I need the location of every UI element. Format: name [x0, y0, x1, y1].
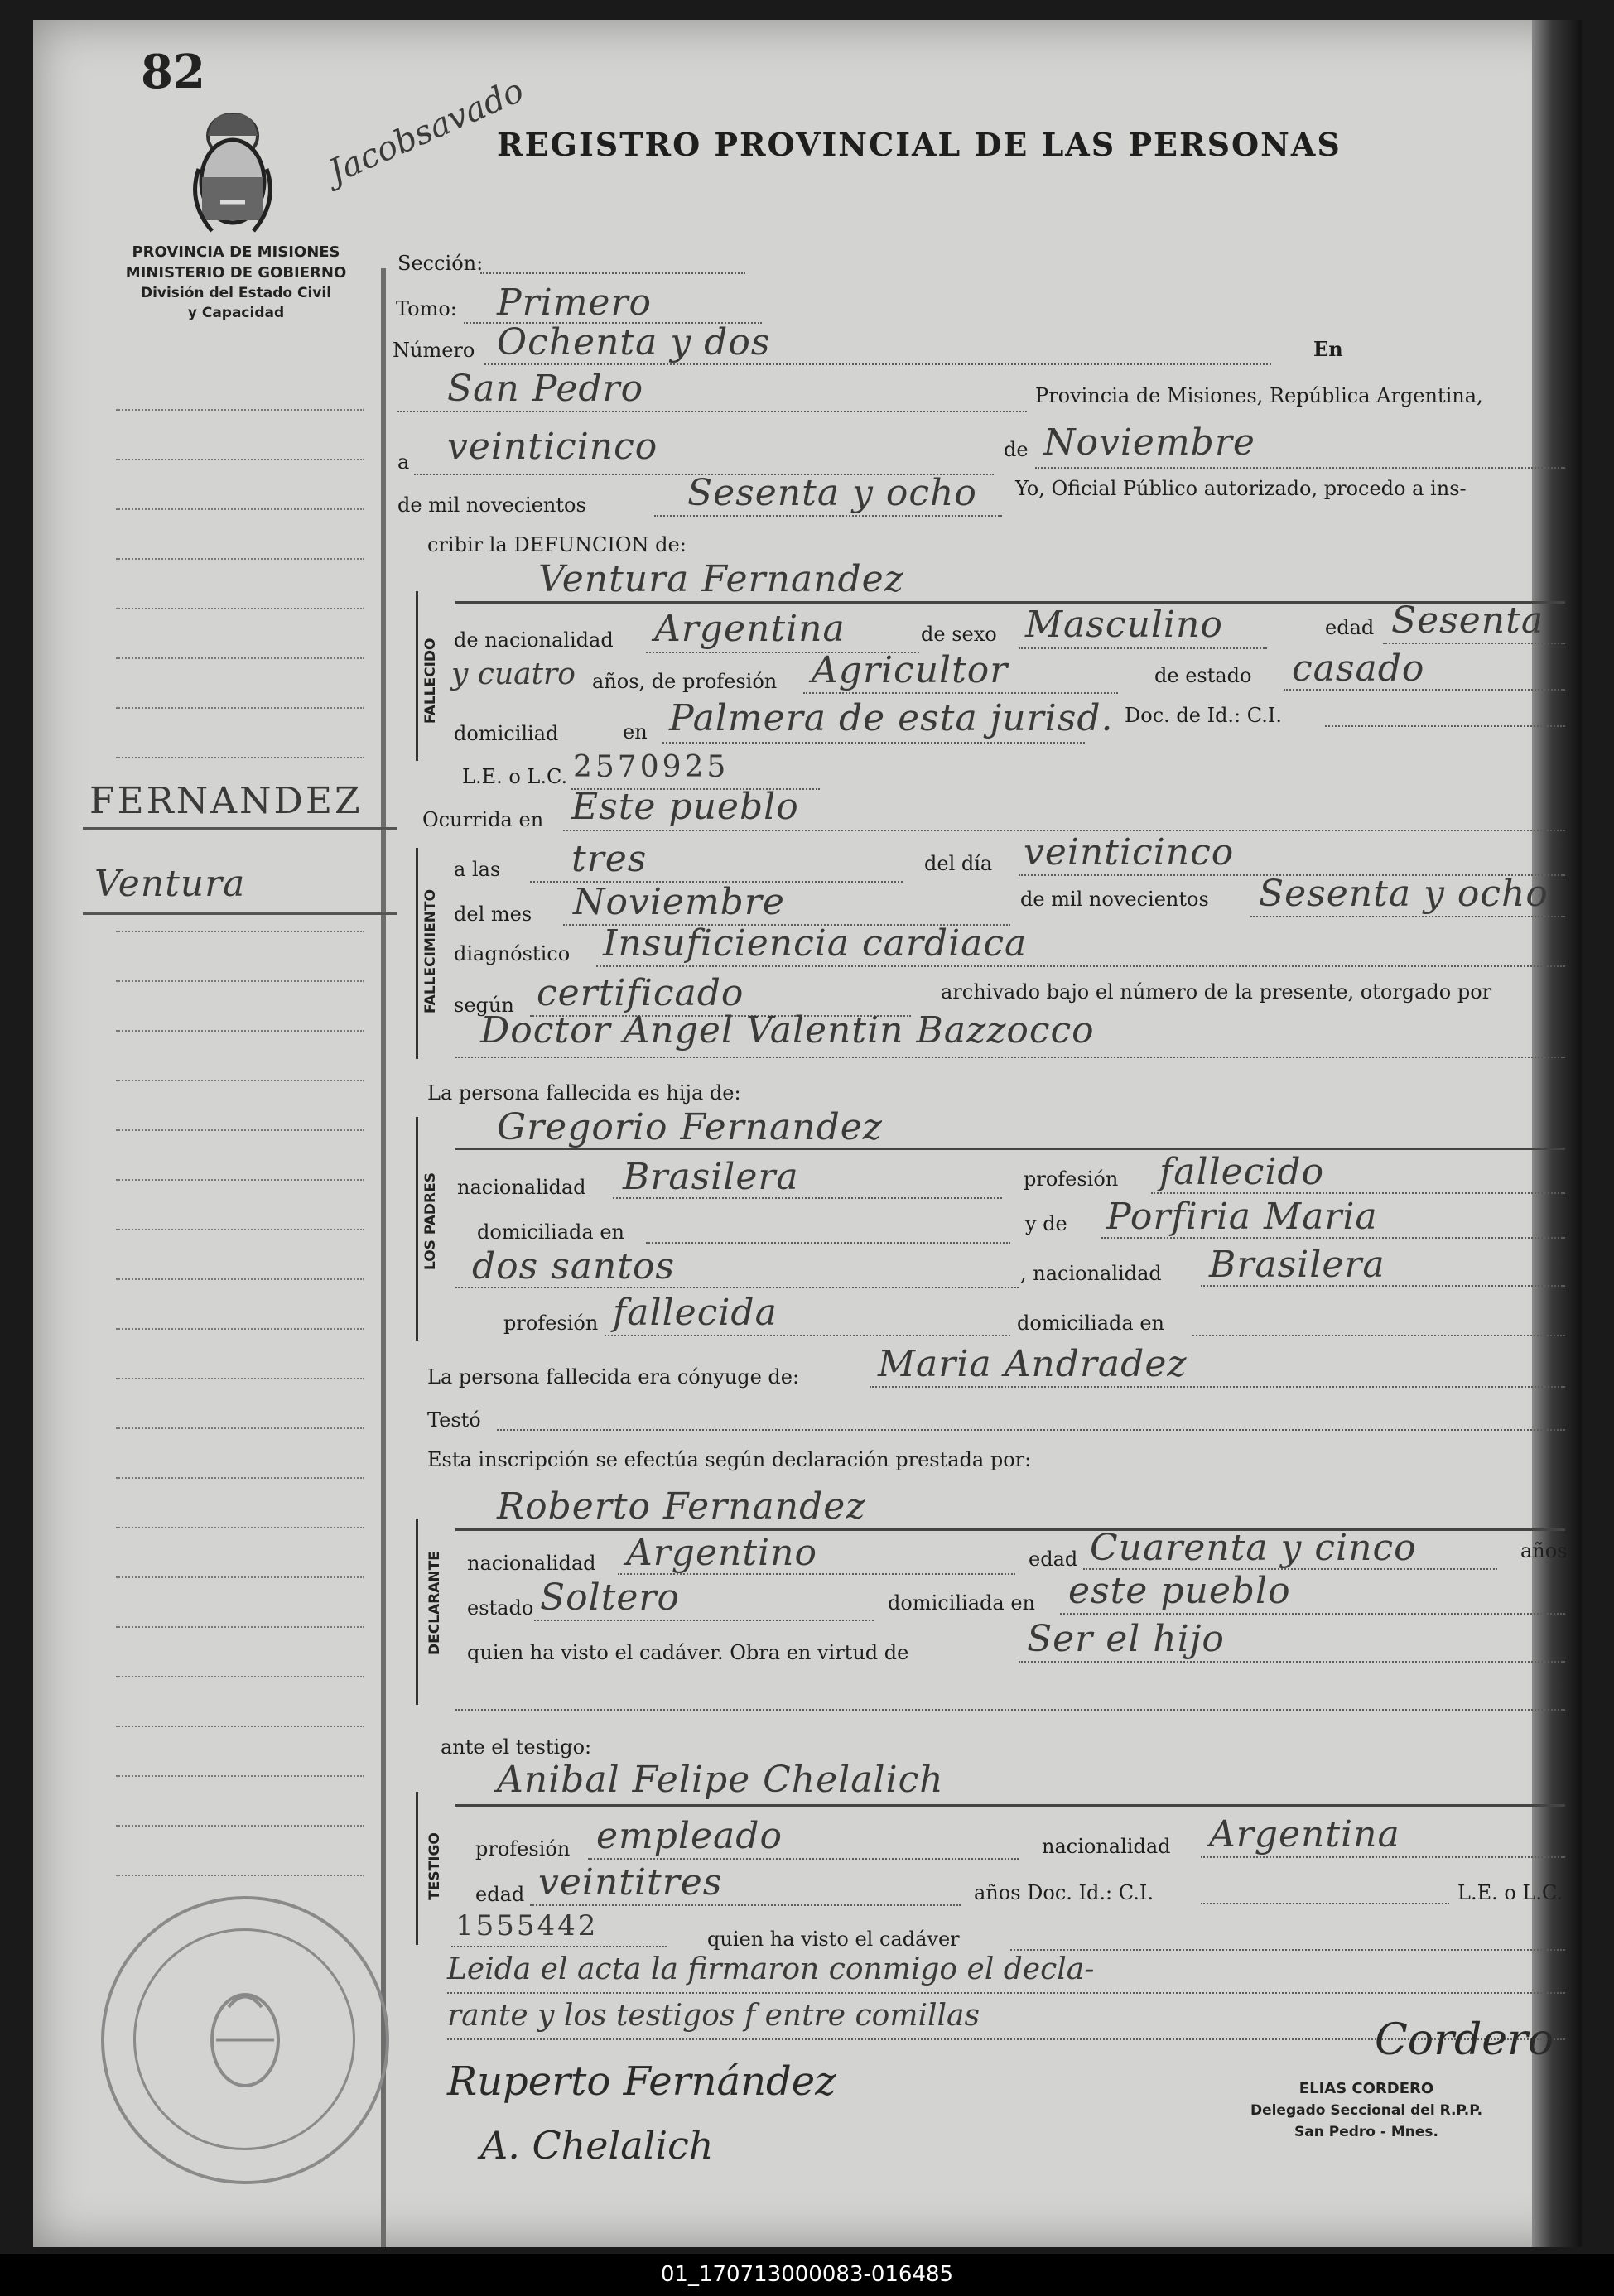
madre-domicilio: dos santos: [472, 1245, 676, 1288]
field-line: [1019, 1661, 1565, 1663]
margin-line: [116, 1775, 364, 1777]
declarante-anios-label: años: [1520, 1539, 1568, 1562]
fallecido-edad-2: y cuatro: [451, 657, 576, 691]
ocurrida-value: Este pueblo: [571, 786, 799, 828]
declarante-visto-label: quien ha visto el cadáver. Obra en virtud de: [467, 1641, 909, 1664]
anio-value-fallecimiento: Sesenta y ocho: [1259, 873, 1549, 915]
field-line: [596, 965, 1565, 967]
testigo-ante-label: ante el testigo:: [441, 1735, 592, 1759]
field-line: [455, 1287, 1019, 1288]
fallecido-nombre: Ventura Fernandez: [538, 558, 904, 600]
field-line: [455, 1057, 1565, 1058]
field-line: [455, 1148, 1565, 1150]
margin-line: [116, 1527, 364, 1528]
field-line: [1035, 467, 1565, 469]
testigo-section-label: TESTIGO: [426, 1832, 443, 1900]
document-title: REGISTRO PROVINCIAL DE LAS PERSONAS: [497, 126, 1342, 163]
field-line: [1201, 1285, 1565, 1287]
margin-line: [116, 409, 364, 411]
numero-label: Número: [393, 339, 475, 362]
fallecido-anios-label: años, de profesión: [592, 670, 778, 693]
anio-value: Sesenta y ocho: [687, 472, 977, 514]
field-line: [1284, 689, 1565, 691]
fallecido-section-label: FALLECIDO: [422, 638, 439, 724]
mes-value-fallecimiento: Noviembre: [573, 881, 785, 923]
field-line: [646, 1242, 1010, 1244]
field-line: [484, 363, 1271, 365]
padres-section-label: LOS PADRES: [422, 1172, 439, 1270]
margin-line: [116, 1726, 364, 1727]
fallecimiento-section-label: FALLECIMIENTO: [422, 888, 439, 1013]
margin-surname: FERNANDEZ: [89, 780, 363, 822]
padre-nacionalidad-label: nacionalidad: [457, 1176, 586, 1199]
margin-line: [116, 980, 364, 982]
madre-profesion: fallecida: [613, 1292, 778, 1334]
field-line: [1010, 1949, 1565, 1951]
fallecido-en-label: en: [623, 720, 648, 744]
margin-line: [116, 1278, 364, 1280]
margin-line: [116, 707, 364, 709]
stamp-location: San Pedro - Mnes.: [1294, 2124, 1438, 2140]
header-division: División del Estado Civil: [140, 285, 332, 301]
declarante-edad: Cuarenta y cinco: [1090, 1527, 1417, 1569]
fallecido-le-label: L.E. o L.C.: [462, 765, 568, 788]
fallecido-nacionalidad-label: de nacionalidad: [454, 628, 614, 652]
fallecido-edad-label: edad: [1325, 616, 1375, 639]
field-line: [618, 1573, 1015, 1575]
seccion-label: Sección:: [397, 252, 484, 275]
signature-oficial: Cordero: [1375, 2015, 1554, 2065]
field-line: [662, 742, 1085, 744]
declarante-nacionalidad: Argentino: [626, 1532, 817, 1574]
closing-text-line2: rante y los testigos f entre comillas: [447, 1999, 980, 2033]
field-line: [613, 1197, 1002, 1199]
fallecido-doc-label: Doc. de Id.: C.I.: [1125, 704, 1283, 727]
fallecido-domicilio-label: domiciliad: [454, 722, 559, 745]
field-line: [1101, 1237, 1565, 1239]
dia-value-fallecimiento: veinticinco: [1024, 831, 1235, 874]
field-line: [654, 515, 1002, 517]
margin-line: [116, 931, 364, 932]
ocurrida-label: Ocurrida en: [422, 808, 544, 831]
tomo-label: Tomo:: [396, 297, 457, 320]
padre-domicilio-label: domiciliada en: [477, 1220, 624, 1244]
declarante-domicilio-label: domiciliada en: [888, 1591, 1035, 1615]
mil-label-fallecimiento: de mil novecientos: [1020, 888, 1209, 911]
margin-rule: [381, 268, 386, 2247]
margin-line: [116, 1875, 364, 1876]
page-number: 82: [141, 45, 205, 99]
mes-value: Noviembre: [1043, 421, 1255, 464]
header-ministry: MINISTERIO DE GOBIERNO: [125, 264, 347, 282]
margin-line: [116, 1626, 364, 1628]
field-line: [588, 1858, 1019, 1860]
field-line: [451, 1946, 667, 1947]
testigo-anios-label: años Doc. Id.: C.I.: [974, 1881, 1154, 1904]
fallecido-profesion: Agricultor: [812, 649, 1009, 691]
testigo-edad-label: edad: [475, 1883, 525, 1906]
header-province: PROVINCIA DE MISIONES: [132, 243, 340, 261]
margin-line: [116, 1576, 364, 1578]
testigo-profesion: empleado: [596, 1815, 783, 1857]
margin-line: [116, 1825, 364, 1827]
testigo-profesion-label: profesión: [475, 1837, 571, 1860]
declarante-nacionalidad-label: nacionalidad: [467, 1552, 596, 1575]
madre-profesion-label: profesión: [503, 1312, 599, 1335]
dia-label: del día: [924, 852, 993, 875]
diagonal-annotation: Jacobsavado: [323, 71, 530, 192]
field-line: [497, 1429, 1565, 1431]
margin-line: [116, 657, 364, 659]
field-line: [1060, 1613, 1565, 1615]
margin-line: [116, 757, 364, 758]
testo-label: Testó: [427, 1408, 481, 1432]
fallecido-nacionalidad: Argentina: [654, 608, 846, 650]
tomo-value: Primero: [497, 282, 652, 324]
madre-domicilio2-label: domiciliada en: [1017, 1312, 1164, 1335]
dia-value: veinticinco: [447, 426, 658, 468]
field-line: [455, 1804, 1565, 1807]
seal-emblem-icon: [200, 1982, 291, 2098]
diagnostico-label: diagnóstico: [454, 942, 571, 965]
field-line: [534, 1620, 874, 1621]
place-value: San Pedro: [447, 368, 644, 410]
padre-profesion: fallecido: [1159, 1151, 1325, 1193]
field-line: [870, 1386, 1565, 1388]
closing-text-line1: Leida el acta la firmaron conmigo el decla-: [447, 1952, 1095, 1986]
testigo-le-value: 1555442: [455, 1909, 599, 1942]
margin-line: [116, 1080, 364, 1081]
field-line: [1201, 1856, 1565, 1858]
inscribir-label: cribir la DEFUNCION de:: [427, 533, 687, 556]
fallecido-estado: casado: [1292, 647, 1425, 690]
coat-of-arms-icon: [187, 103, 278, 243]
testigo-le-label: L.E. o L.C.: [1457, 1881, 1563, 1904]
oficial-label: Yo, Oficial Público autorizado, procedo a ins-: [1015, 477, 1467, 500]
field-line: [455, 1709, 1565, 1711]
field-line: [803, 692, 1118, 694]
field-line: [1250, 916, 1565, 917]
margin-line: [116, 558, 364, 560]
declarante-estado-label: estado: [467, 1596, 534, 1620]
field-line: [1019, 647, 1267, 649]
fallecido-edad-1: Sesenta: [1391, 599, 1544, 642]
official-stamp: [1234, 2078, 1499, 2143]
field-line: [1192, 1335, 1565, 1336]
margin-name-rule: [83, 912, 397, 915]
padre-nacionalidad: Brasilera: [623, 1156, 799, 1198]
issuer-header: [83, 242, 389, 323]
image-caption: 01_170713000083-016485: [0, 2254, 1614, 2296]
margin-given-name: Ventura: [94, 863, 246, 905]
madre-nacionalidad: Brasilera: [1209, 1244, 1385, 1286]
diagnostico-value: Insuficiencia cardiaca: [603, 922, 1028, 965]
archivado-label: archivado bajo el número de la presente, otorgado por: [941, 980, 1492, 1004]
madre-nacionalidad-label: , nacionalidad: [1020, 1262, 1162, 1285]
declarante-intro-label: Esta inscripción se efectúa según declaración prestada por:: [427, 1448, 1032, 1471]
fallecido-sexo-label: de sexo: [921, 623, 997, 646]
margin-line: [116, 1030, 364, 1032]
provincia-label: Provincia de Misiones, República Argentina,: [1035, 384, 1483, 407]
declarante-edad-label: edad: [1029, 1548, 1078, 1571]
margin-line: [116, 508, 364, 510]
fallecido-domicilio: Palmera de esta jurisd.: [669, 697, 1114, 739]
stamp-title: Delegado Seccional del R.P.P.: [1250, 2102, 1483, 2119]
yde-label: y de: [1025, 1212, 1067, 1235]
field-line: [480, 272, 745, 274]
fallecido-sexo: Masculino: [1025, 604, 1223, 646]
conyuge-label: La persona fallecida era cónyuge de:: [427, 1365, 800, 1389]
signature-declarante: Ruperto Fernández: [447, 2058, 836, 2105]
declarante-domicilio: este pueblo: [1068, 1570, 1291, 1612]
field-line: [447, 1992, 1565, 1994]
testigo-nombre: Anibal Felipe Chelalich: [497, 1759, 944, 1801]
conyuge-value: Maria Andradez: [878, 1343, 1188, 1385]
field-line: [605, 1335, 1010, 1336]
margin-name-rule: [83, 827, 397, 830]
declarante-nombre: Roberto Fernandez: [497, 1485, 866, 1528]
margin-line: [116, 459, 364, 460]
margin-line: [116, 608, 364, 609]
padre-profesion-label: profesión: [1024, 1167, 1119, 1191]
field-line: [1383, 643, 1565, 644]
hija-label: La persona fallecida es hija de:: [427, 1081, 741, 1105]
register-sheet: [33, 20, 1582, 2247]
stamp-name: ELIAS CORDERO: [1298, 2080, 1434, 2097]
testigo-nacionalidad-label: nacionalidad: [1042, 1835, 1171, 1858]
mes-label: del mes: [454, 903, 532, 926]
book-binding: [1532, 20, 1582, 2247]
margin-line: [116, 1328, 364, 1330]
margin-line: [116, 1179, 364, 1181]
testigo-nacionalidad: Argentina: [1209, 1813, 1400, 1856]
alas-label: a las: [454, 858, 501, 881]
margin-line: [116, 1676, 364, 1677]
a-label: a: [397, 450, 410, 474]
margin-line: [116, 1427, 364, 1429]
civil-registry-seal: [101, 1896, 389, 2184]
field-line: [530, 1904, 961, 1906]
signature-testigo: A. Chelalich: [480, 2123, 714, 2168]
margin-line: [116, 1129, 364, 1131]
declarante-section-label: DECLARANTE: [426, 1551, 443, 1655]
fallecido-le-value: 2570925: [573, 750, 730, 784]
field-line: [397, 411, 1027, 412]
segun-label: según: [454, 994, 514, 1017]
hora-value: tres: [571, 838, 648, 880]
medico-value: Doctor Angel Valentin Bazzocco: [480, 1009, 1095, 1052]
de-label: de: [1004, 438, 1029, 461]
margin-line: [116, 1378, 364, 1379]
testigo-visto-label: quien ha visto el cadáver: [707, 1928, 960, 1951]
padre-nombre: Gregorio Fernandez: [497, 1106, 883, 1148]
declarante-estado: Soltero: [540, 1576, 680, 1619]
margin-line: [116, 1477, 364, 1479]
field-line: [1151, 1192, 1565, 1194]
mil-label: de mil novecientos: [397, 493, 586, 517]
field-line: [1201, 1903, 1449, 1904]
testigo-edad: veintitres: [538, 1861, 723, 1904]
field-line: [1325, 725, 1565, 727]
margin-line: [116, 1229, 364, 1230]
numero-value: Ochenta y dos: [497, 321, 771, 363]
segun-value: certificado: [537, 972, 744, 1014]
madre-nombre: Porfiria Maria: [1106, 1196, 1378, 1238]
en-label: En: [1313, 337, 1343, 361]
header-capacity: y Capacidad: [187, 305, 285, 321]
fallecido-estado-label: de estado: [1154, 664, 1252, 687]
declarante-virtud: Ser el hijo: [1027, 1618, 1225, 1660]
